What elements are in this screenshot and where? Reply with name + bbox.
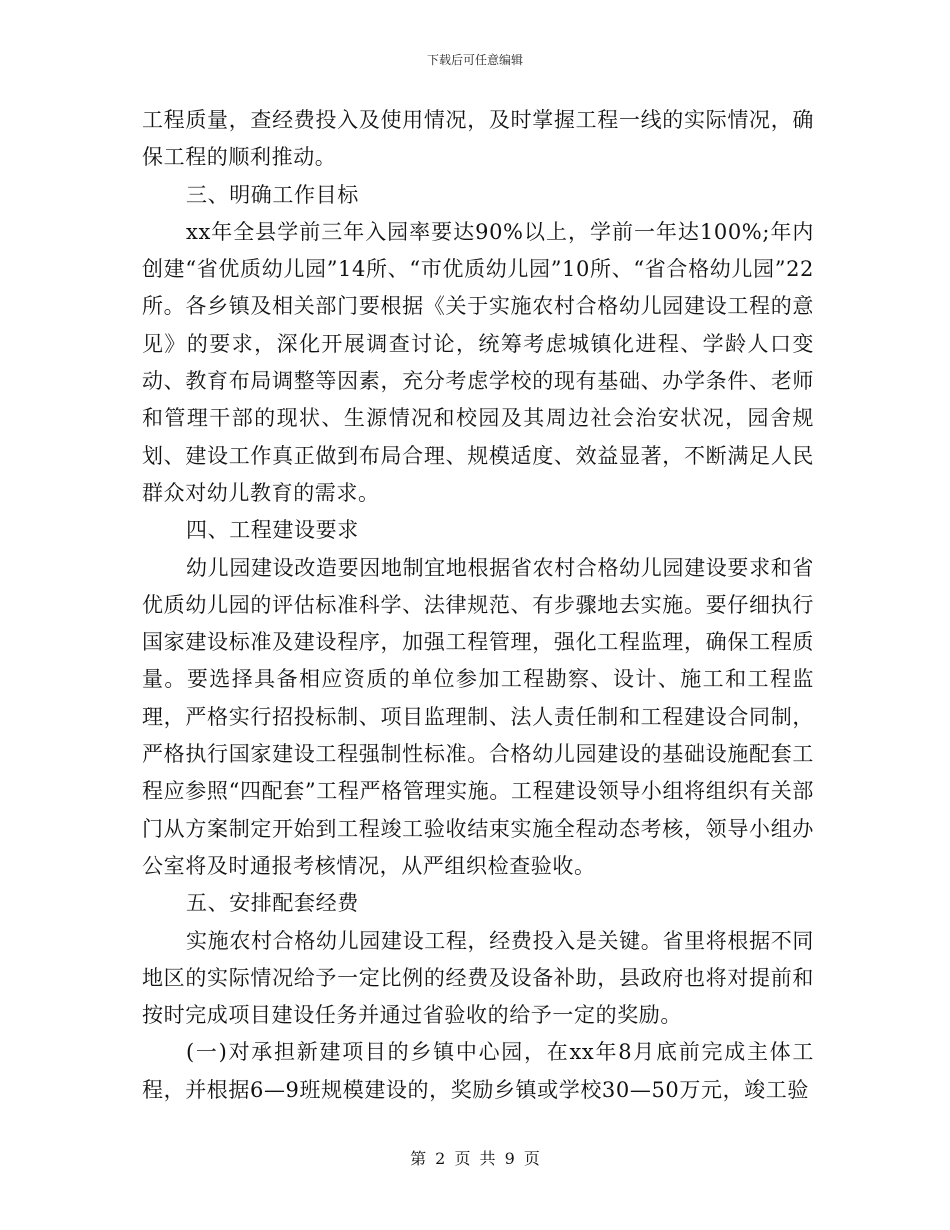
section-heading: 四、工程建设要求 bbox=[186, 518, 359, 543]
page-header: 下载后可任意编辑 bbox=[426, 53, 523, 67]
document-body bbox=[142, 102, 814, 1109]
paragraph: 幼儿园建设改造要因地制宜地根据省农村合格幼儿园建设要求和省优质幼儿园的评估标准科学、法律规范、有步骤地去实施。要仔细执行国家建设标准及建设程序，加强工程管理，强化工程监理，确保工程质量。要选择具备相应资质的单位参加工程勘察、设计、施工和工程监理，严格实行招投标制、项目监理制、法人责任制和工程建设合同制，严格执行国家建设工程强制性标准。合格幼儿园建设的基础设施配套工程应参照“四配套”工程严格管理实施。工程建设领导小组将组织有关部门从方案制定开始到工程竣工验收结束实施全程动态考核，领导小组办公室将及时通报考核情况，从严组织检查验收。 bbox=[142, 555, 814, 878]
section-heading: 五、安排配套经费 bbox=[186, 891, 359, 916]
paragraph: xx年全县学前三年入园率要达90%以上，学前一年达100%;年内创建“省优质幼儿园”14所、“市优质幼儿园”10所、“省合格幼儿园”22所。各乡镇及相关部门要根据《关于实施农村合格幼儿园建设工程的意见》的要求，深化开展调查讨论，统筹考虑城镇化进程、学龄人口变动、教育布局调整等因素，充分考虑学校的现有基础、办学条件、老师和管理干部的现状、生源情况和校园及其周边社会治安状况，园舍规划、建设工作真正做到布局合理、规模适度、效益显著，不断满足人民群众对幼儿教育的需求。 bbox=[142, 219, 814, 505]
paragraph: 工程质量，查经费投入及使用情况，及时掌握工程一线的实际情况，确保工程的顺利推动。 bbox=[142, 108, 814, 170]
section-heading: 三、明确工作目标 bbox=[186, 182, 359, 207]
paragraph: (一)对承担新建项目的乡镇中心园，在xx年8月底前完成主体工程，并根据6—9班规模建设的，奖励乡镇或学校30—50万元，竣工验 bbox=[142, 1040, 814, 1102]
page-number: 第 2 页 共 9 页 bbox=[410, 1149, 540, 1168]
paragraph: 实施农村合格幼儿园建设工程，经费投入是关键。省里将根据不同地区的实际情况给予一定比例的经费及设备补助，县政府也将对提前和按时完成项目建设任务并通过省验收的给予一定的奖励。 bbox=[142, 928, 814, 1028]
